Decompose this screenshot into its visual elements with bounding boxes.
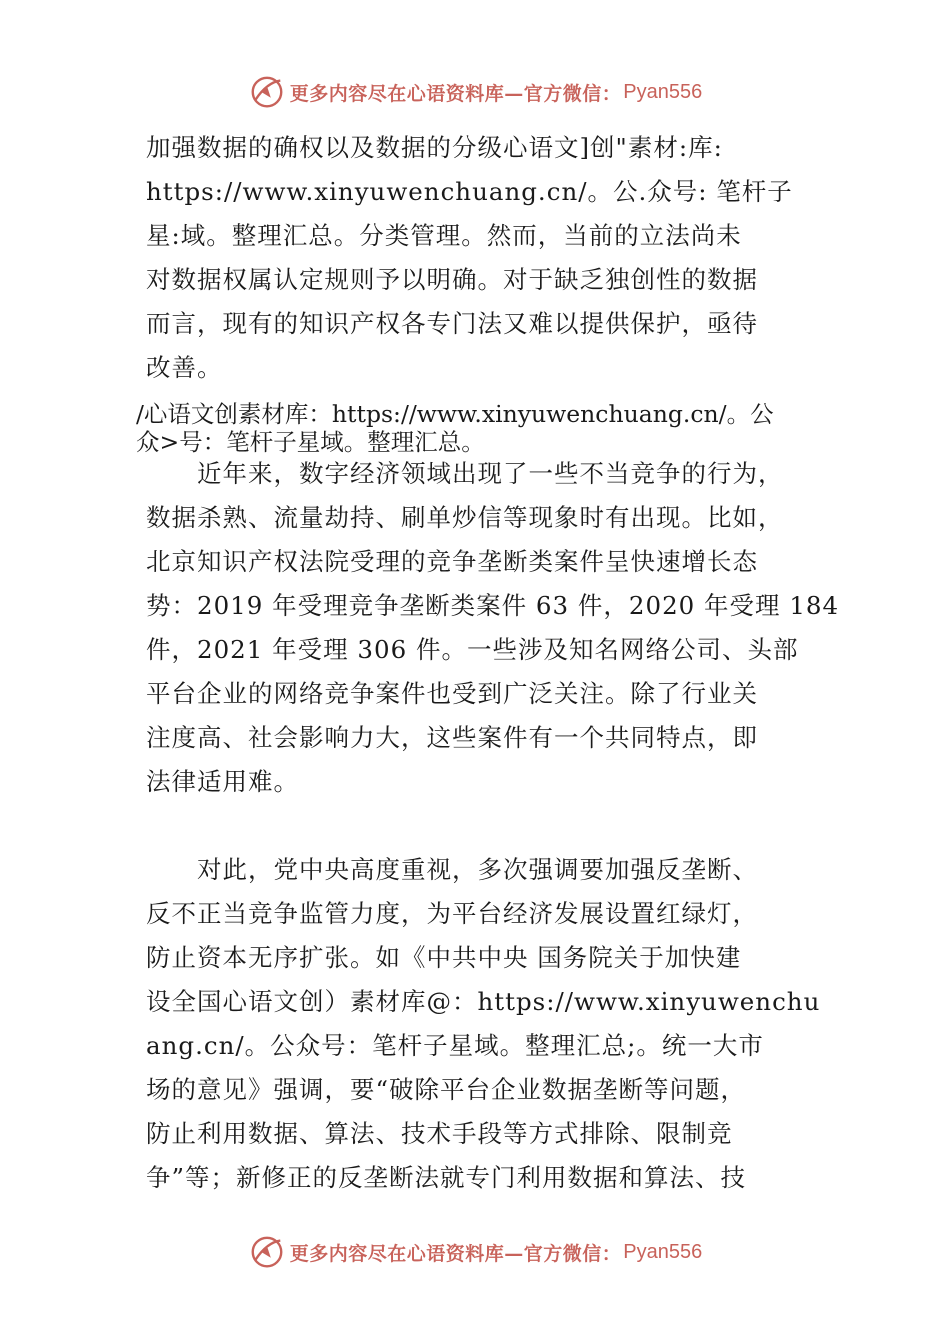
text-line: 北京知识产权法院受理的竞争垄断类案件呈快速增长态 [146,547,758,576]
text-line: 改善。 [146,353,223,382]
header-banner [0,70,950,114]
banner-handle: Pyan556 [623,1240,703,1263]
text-line: 反不正当竞争监管力度，为平台经济发展设置红绿灯， [146,899,758,928]
text-line: 件，2021 年受理 306 件。一些涉及知名网络公司、头部 [146,635,799,664]
text-line: https://www.xinyuwenchuang.cn/。公.众号: 笔杆子 [146,177,793,206]
text-line: 势：2019 年受理竞争垄断类案件 63 件，2020 年受理 184 [146,591,840,620]
logo-icon [248,73,286,111]
text-line: 对数据权属认定规则予以明确。对于缺乏独创性的数据 [146,265,758,294]
text-line: 设全国心语文创）素材库@：https://www.xinyuwenchu [146,987,821,1016]
text-line: 防止资本无序扩张。如《中共中央 国务院关于加快建 [146,943,742,972]
source-line: /心语文创素材库：https://www.xinyuwenchuang.cn/。公 [136,400,774,428]
text-line: 加强数据的确权以及数据的分级心语文]创"素材:库: [146,133,723,162]
text-line: ang.cn/。公众号：笔杆子星域。整理汇总;。统一大市 [146,1031,764,1060]
text-line: 法律适用难。 [146,767,299,796]
logo-icon [248,1233,286,1271]
source-line: 众>号：笔杆子星域。整理汇总。 [136,428,485,456]
text-line: 争”等；新修正的反垄断法就专门利用数据和算法、技 [146,1163,747,1192]
text-line: 场的意见》强调，要“破除平台企业数据垄断等问题， [146,1075,747,1104]
text-line: 平台企业的网络竞争案件也受到广泛关注。除了行业关 [146,679,758,708]
text-line: 防止利用数据、算法、技术手段等方式排除、限制竞 [146,1119,733,1148]
banner-text: 更多内容尽在心语资料库—官方微信： [289,82,622,105]
footer-banner [0,1230,950,1274]
banner-handle: Pyan556 [623,80,703,103]
text-line: 对此，党中央高度重视，多次强调要加强反垄断、 [146,855,758,884]
banner-text: 更多内容尽在心语资料库—官方微信： [289,1242,622,1265]
text-line: 星:域。整理汇总。分类管理。然而，当前的立法尚未 [146,221,742,250]
text-line: 数据杀熟、流量劫持、刷单炒信等现象时有出现。比如， [146,503,784,532]
text-line: 而言，现有的知识产权各专门法又难以提供保护，亟待 [146,309,758,338]
text-line: 注度高、社会影响力大，这些案件有一个共同特点，即 [146,723,758,752]
text-line: 近年来，数字经济领域出现了一些不当竞争的行为， [146,459,784,488]
